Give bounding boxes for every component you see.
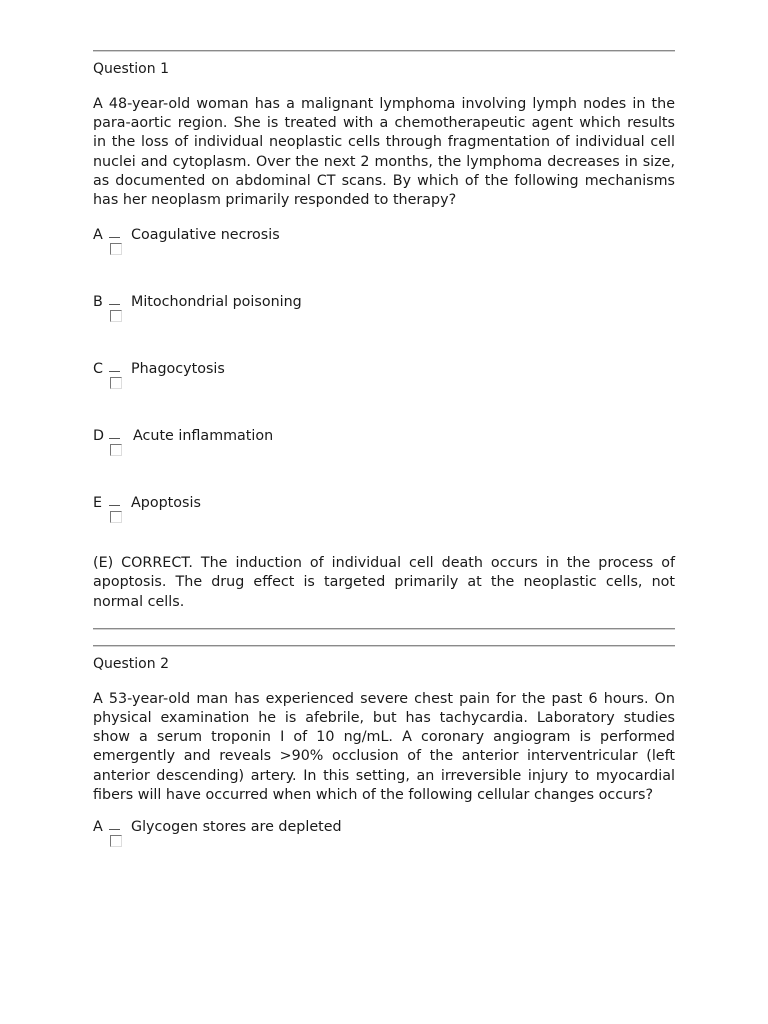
- option-e[interactable]: [93, 494, 675, 554]
- document-page: [93, 0, 675, 885]
- divider: [93, 50, 675, 52]
- option-c[interactable]: [93, 360, 675, 427]
- answer-options: [93, 226, 675, 554]
- option-letter: D: [93, 428, 105, 445]
- radio-button[interactable]: [109, 304, 121, 316]
- option-d[interactable]: [93, 427, 675, 494]
- option-label: Acute inflammation: [133, 428, 274, 445]
- option-label: Coagulative necrosis: [131, 227, 280, 244]
- option-letter: A: [93, 819, 103, 836]
- question-text: A 48-year-old woman has a malignant lymphoma involving lymph nodes in the para-aortic region. She is treated with a chemotherapeutic agent which results in the loss of individual neoplastic cells through fragmentation of individual cell nuclei and cytoplasm. Over the next 2 months, the lymphoma decreases in size, as documented on abdominal CT scans. By which of the following mechanisms has her neoplasm primarily responded to therapy?: [93, 96, 675, 209]
- radio-button[interactable]: [109, 237, 121, 249]
- question-title: Question 2: [93, 655, 169, 672]
- option-letter: A: [93, 227, 103, 244]
- option-a[interactable]: [93, 818, 675, 885]
- divider: [93, 628, 675, 630]
- question-title: Question 1: [93, 61, 169, 77]
- answer-explanation: (E) CORRECT. The induction of individual cell death occurs in the process of apoptosis. The drug effect is targeted primarily at the neoplastic cells, not normal cells.: [93, 555, 675, 610]
- option-label: Phagocytosis: [131, 361, 225, 378]
- option-b[interactable]: [93, 293, 675, 360]
- option-label: Mitochondrial poisoning: [131, 294, 302, 311]
- radio-button[interactable]: [109, 505, 121, 517]
- option-label: Apoptosis: [131, 495, 201, 512]
- option-letter: E: [93, 495, 103, 512]
- radio-button[interactable]: [109, 829, 121, 841]
- question-1: [93, 60, 675, 612]
- option-letter: B: [93, 294, 103, 311]
- option-letter: C: [93, 361, 103, 378]
- question-text: A 53-year-old man has experienced severe chest pain for the past 6 hours. On physical examination he is afebrile, but has tachycardia. Laboratory studies show a serum troponin I of 10 ng/mL. A coronary angiogram is performed emergently and reveals >90% occlusion of the anterior interventricular (left anterior descending) artery. In this setting, an irreversible injury to myocardial fibers will have occurred when which of the following cellular changes occurs?: [93, 690, 675, 803]
- radio-button[interactable]: [109, 438, 121, 450]
- option-a[interactable]: [93, 226, 675, 293]
- question-2: [93, 655, 675, 885]
- answer-options: [93, 818, 675, 885]
- option-label: Glycogen stores are depleted: [131, 819, 342, 836]
- divider: [93, 645, 675, 647]
- radio-button[interactable]: [109, 371, 121, 383]
